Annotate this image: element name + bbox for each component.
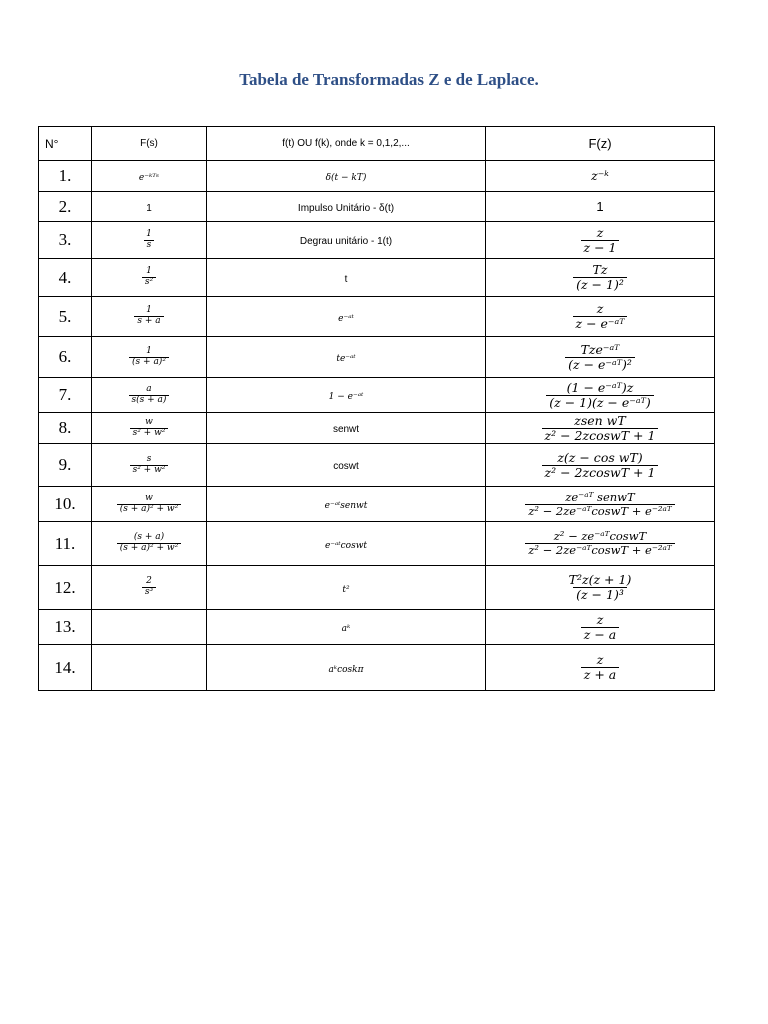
row-number: 10. [39,487,92,522]
ft-cell: senwt [207,413,486,444]
ft-cell: e⁻ᵃᵗ [207,297,486,337]
fz-cell [486,487,715,522]
header-row [39,127,715,161]
ft-cell: Degrau unitário - 1(t) [207,222,486,259]
fs-cell: 1 [92,192,207,222]
table-row [39,610,715,645]
fz-cell [486,337,715,378]
row-number: 1. [39,161,92,192]
ft-cell: e⁻ᵃᵗsenwt [207,487,486,522]
table-row [39,645,715,691]
fz-cell: 1 [486,192,715,222]
fs-cell [92,413,207,444]
fz-cell [486,378,715,413]
row-number: 12. [39,566,92,610]
fraction: $\frac{(s + a)}{\text{(s + a)² + w²}}$ [117,533,181,554]
table-row [39,566,715,610]
fraction: $\frac{w}{\text{(s + a)² + w²}}$ [117,494,181,515]
fs-cell [92,378,207,413]
ft-cell: coswt [207,444,486,487]
fraction: $\frac{z}{\text{z − e⁻ᵃᵀ}}$ [573,302,628,331]
table-row [39,297,715,337]
ft-cell: t [207,259,486,297]
fraction: $\frac{a}{s(s + a)}$ [129,385,170,406]
fz-cell: z⁻ᵏ [486,161,715,192]
ft-cell: te⁻ᵃᵗ [207,337,486,378]
fraction: $\frac{\text{(1 − e⁻ᵃᵀ)z}}{\text{(z − 1)(z − e⁻ᵃᵀ)}}$ [546,381,653,410]
fs-cell [92,566,207,610]
fraction: $\frac{\text{z² − ze⁻ᵃᵀcoswT}}{\text{z² − 2ze⁻ᵃᵀcoswT + e⁻²ᵃᵀ}}$ [525,530,674,556]
table-row [39,192,715,222]
fz-cell [486,610,715,645]
table-row [39,378,715,413]
table-row [39,337,715,378]
fraction: $\frac{\text{T²z(z + 1)}}{\text{(z − 1)³}}$ [568,572,632,602]
row-number: 2. [39,192,92,222]
fz-cell [486,259,715,297]
ft-cell: 1 − e⁻ᵃᵗ [207,378,486,413]
row-number: 13. [39,610,92,645]
table-row [39,444,715,487]
table-row [39,259,715,297]
fraction: $\frac{1}{\text{(s + a)²}}$ [129,347,169,368]
table-row [39,161,715,192]
ft-cell: aᵏcoskπ [207,645,486,691]
header-fs: F(s) [92,127,207,161]
fz-cell [486,222,715,259]
fraction: $\frac{2}{\text{s³}}$ [142,577,156,598]
fs-cell [92,487,207,522]
row-number: 14. [39,645,92,691]
header-fz: F(z) [486,127,715,161]
fs-cell [92,444,207,487]
ft-cell: aᵏ [207,610,486,645]
row-number: 9. [39,444,92,487]
fraction: $\frac{\text{ze⁻ᵃᵀ senwT}}{\text{z² − 2ze⁻ᵃᵀcoswT + e⁻²ᵃᵀ}}$ [525,491,674,517]
row-number: 3. [39,222,92,259]
fraction: $\frac{1}{\text{s²}}$ [142,267,156,288]
fs-cell [92,297,207,337]
fraction: $\frac{s}{\text{s² + w²}}$ [130,455,169,476]
fz-cell [486,566,715,610]
ft-cell: Impulso Unitário - δ(t) [207,192,486,222]
fraction: $\frac{\text{Tze⁻ᵃᵀ}}{\text{(z − e⁻ᵃᵀ)²}}$ [565,343,635,372]
fs-cell [92,222,207,259]
header-number: N° [39,127,92,161]
fs-cell [92,645,207,691]
page-title: Tabela de Transformadas Z e de Laplace. [239,70,539,89]
ft-cell: δ(t − kT) [207,161,486,192]
transform-table [38,126,715,691]
table-row [39,413,715,444]
fraction: $\frac{z}{z - a}$ [581,613,619,642]
fz-cell [486,297,715,337]
row-number: 4. [39,259,92,297]
fraction: $\frac{z}{z + a}$ [581,653,619,682]
fraction: $\frac{z}{z - 1}$ [581,226,620,255]
fz-cell [486,444,715,487]
fraction: $\frac{w}{\text{s² + w²}}$ [130,418,169,439]
fs-cell [92,610,207,645]
fz-cell [486,413,715,444]
header-ft: f(t) OU f(k), onde k = 0,1,2,... [207,127,486,161]
row-number: 11. [39,522,92,566]
row-number: 8. [39,413,92,444]
fraction: $\frac{\text{z(z − cos wT)}}{\text{z² − 2zcoswT + 1}}$ [542,451,659,480]
fz-cell [486,522,715,566]
row-number: 7. [39,378,92,413]
table-row [39,487,715,522]
ft-cell: t² [207,566,486,610]
fs-cell [92,259,207,297]
fz-cell [486,645,715,691]
table-row [39,222,715,259]
row-number: 6. [39,337,92,378]
fraction: $\frac{\text{zsen wT}}{\text{z² − 2zcoswT + 1}}$ [542,414,659,443]
fs-cell [92,522,207,566]
table-row [39,522,715,566]
row-number: 5. [39,297,92,337]
fs-cell: e⁻ᵏᵀˢ [92,161,207,192]
fraction: $\frac{Tz}{\text{(z − 1)²}}$ [573,263,627,292]
fraction: $\frac{1}{s + a}$ [134,306,163,327]
fraction: $\frac{1}{s}$ [143,230,155,251]
ft-cell: e⁻ᵃᵗcoswt [207,522,486,566]
fs-cell [92,337,207,378]
